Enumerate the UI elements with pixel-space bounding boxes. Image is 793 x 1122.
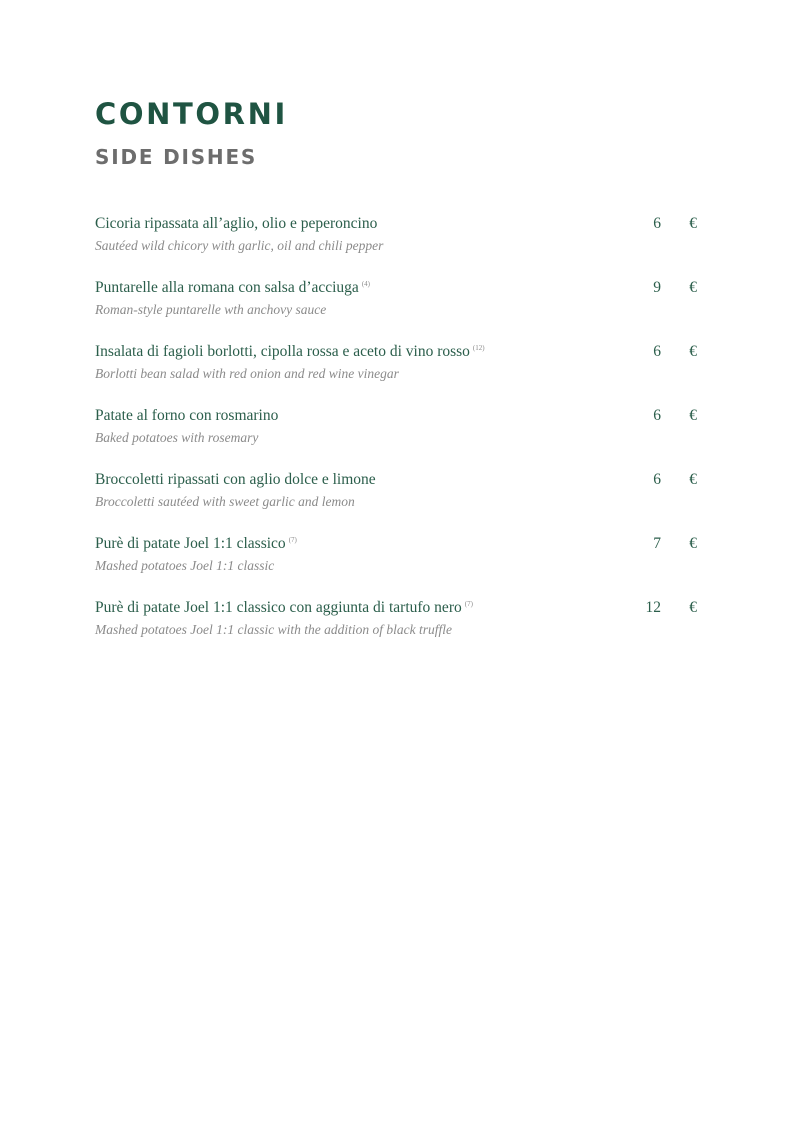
item-currency: € [689,279,697,296]
item-currency: € [689,407,697,424]
item-description: Broccoletti sautéed with sweet garlic and lemon [95,494,355,509]
allergen-note: (4) [361,279,370,288]
item-name: Broccoletti ripassati con aglio dolce e limone [95,471,376,488]
item-price: 9 [653,279,661,296]
menu-item [95,212,705,276]
menu-list [95,212,705,660]
section-subtitle: SIDE DISHES [95,145,258,169]
item-price: 6 [653,343,661,360]
item-price: 6 [653,407,661,424]
section-title: CONTORNI [95,97,288,131]
item-description: Borlotti bean salad with red onion and red wine vinegar [95,366,399,381]
item-name: Puntarelle alla romana con salsa d’acciuga $^{(4)}$ [95,279,370,296]
item-price: 12 [645,599,661,616]
menu-item [95,404,705,468]
menu-item [95,532,705,596]
item-currency: € [689,343,697,360]
item-price: 6 [653,215,661,232]
menu-item [95,596,705,660]
allergen-note: (7) [288,535,297,544]
menu-item [95,340,705,404]
item-description: Mashed potatoes Joel 1:1 classic with the addition of black truffle [95,622,452,637]
item-name: Purè di patate Joel 1:1 classico con aggiunta di tartufo nero $^{(7)}$ [95,599,473,616]
item-description: Sautéed wild chicory with garlic, oil and chili pepper [95,238,384,253]
item-name: Insalata di fagioli borlotti, cipolla rossa e aceto di vino rosso $^{(12)}$ [95,343,485,360]
item-name: Patate al forno con rosmarino [95,407,279,424]
item-description: Roman-style puntarelle wth anchovy sauce [95,302,327,317]
item-name: Purè di patate Joel 1:1 classico $^{(7)}$ [95,535,297,552]
item-currency: € [689,471,697,488]
menu-item [95,276,705,340]
item-price: 6 [653,471,661,488]
item-description: Mashed potatoes Joel 1:1 classic [95,558,275,573]
item-currency: € [689,599,697,616]
item-name: Cicoria ripassata all’aglio, olio e peperoncino [95,215,378,232]
item-currency: € [689,535,697,552]
allergen-note: (12) [472,343,485,352]
item-currency: € [689,215,697,232]
menu-item [95,468,705,532]
item-price: 7 [653,535,661,552]
item-description: Baked potatoes with rosemary [95,430,259,445]
allergen-note: (7) [464,599,473,608]
